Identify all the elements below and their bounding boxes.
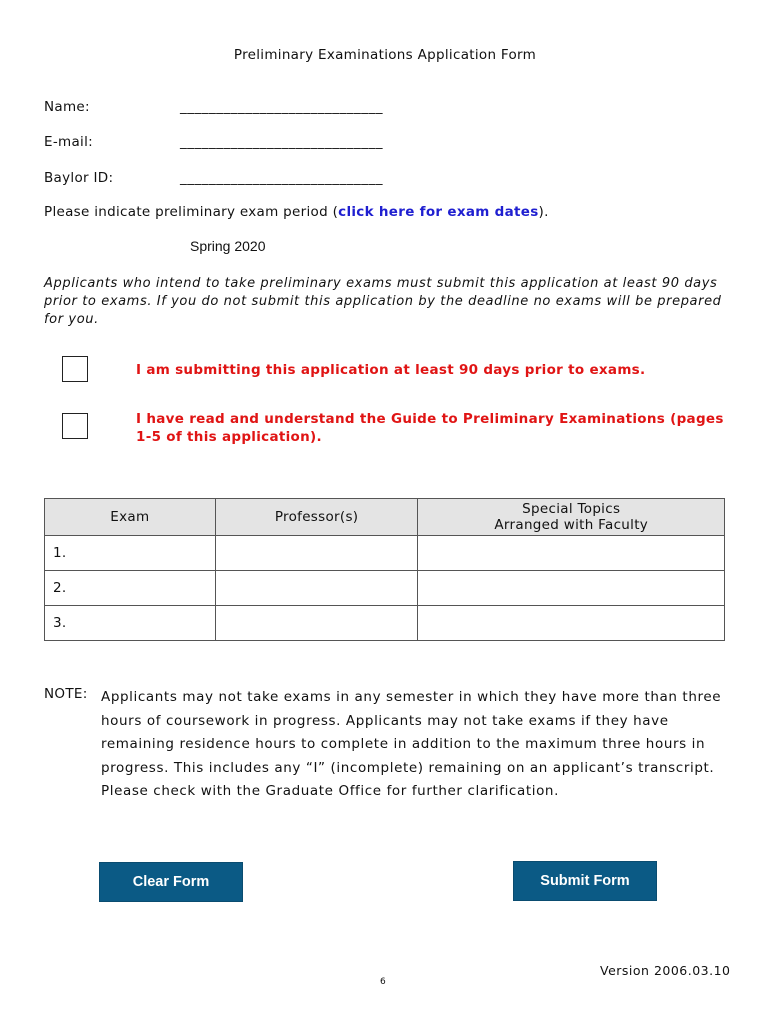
exam-cell[interactable]	[45, 536, 216, 571]
professor-cell[interactable]	[215, 606, 418, 641]
exam-column-header: Exam	[45, 499, 216, 536]
row-number: 1.	[53, 545, 67, 561]
note-text: Applicants may not take exams in any semester in which they have more than three hours of coursework in progress. Applicants may not take exams if they have remaining residence hours to complete in addition to the maximum three hours in progress. This includes any “I” (incomplete) remaining on an applicant’s transcript. Please check with the Graduate Office for further clarification.	[101, 689, 722, 799]
baylor-id-label: Baylor ID:	[44, 170, 114, 186]
exam-period-instruction	[44, 204, 549, 220]
name-label: Name:	[44, 99, 90, 115]
exam-period-value[interactable]: Spring 2020	[190, 238, 266, 254]
exam-cell[interactable]	[45, 571, 216, 606]
checkbox-read-guide-label: I have read and understand the Guide to Preliminary Examinations (pages 1-5 of this application).	[136, 411, 724, 445]
table-row	[45, 606, 725, 641]
checkbox-read-guide[interactable]	[62, 413, 88, 439]
special-topics-cell[interactable]	[418, 606, 725, 641]
clear-form-button[interactable]: Clear Form	[99, 862, 243, 902]
note-label: NOTE:	[44, 686, 88, 702]
period-prefix: Please indicate preliminary exam period (	[44, 204, 339, 220]
checkbox-90-days-label: I am submitting this application at least 90 days prior to exams.	[136, 362, 646, 378]
special-topics-cell[interactable]	[418, 571, 725, 606]
name-field[interactable]: ____________________________	[180, 99, 383, 115]
special-topics-header-line1: Special Topics	[522, 501, 621, 517]
special-topics-column-header	[418, 499, 725, 536]
exam-dates-link[interactable]: click here for exam dates	[338, 204, 539, 220]
email-label: E-mail:	[44, 134, 93, 150]
email-field[interactable]: ____________________________	[180, 134, 383, 150]
checkbox-90-days[interactable]	[62, 356, 88, 382]
professor-cell[interactable]	[215, 536, 418, 571]
submit-form-button[interactable]: Submit Form	[513, 861, 657, 901]
version-label: Version 2006.03.10	[600, 963, 731, 978]
form-title: Preliminary Examinations Application Form	[233, 47, 537, 63]
exam-table	[44, 498, 725, 641]
table-row	[45, 571, 725, 606]
special-topics-header-line2: Arranged with Faculty	[494, 517, 649, 533]
table-header-row	[45, 499, 725, 536]
table-row	[45, 536, 725, 571]
period-suffix: ).	[538, 204, 549, 220]
intro-text: Applicants who intend to take preliminary exams must submit this application at least 90 days prior to exams. If you do not submit this application by the deadline no exams will be prepared for you.	[44, 276, 722, 327]
professor-cell[interactable]	[215, 571, 418, 606]
professor-column-header: Professor(s)	[215, 499, 418, 536]
row-number: 2.	[53, 580, 67, 596]
page-number: 6	[380, 977, 386, 987]
row-number: 3.	[53, 615, 67, 631]
exam-cell[interactable]	[45, 606, 216, 641]
baylor-id-field[interactable]: ____________________________	[180, 170, 383, 186]
special-topics-cell[interactable]	[418, 536, 725, 571]
